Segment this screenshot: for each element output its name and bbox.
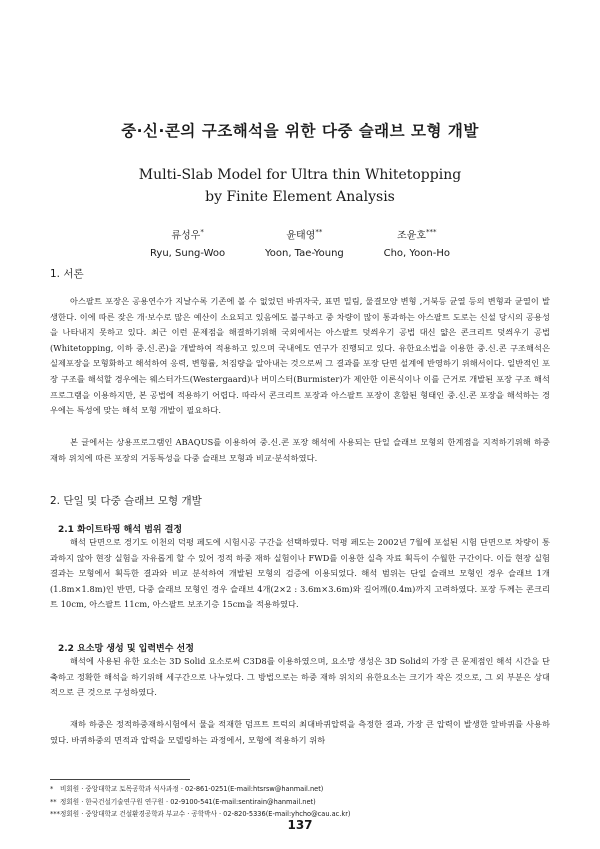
paragraph-mesh-generation-2: 재하 하중은 정적하중재하시험에서 물을 적재한 덤프트 트럭의 최대바퀴압력을 측정한 결과, 가장 큰 압력이 발생한 앞바퀴를 사용하였다. 바퀴하중의 면적과 압력을 모델링하는 과정에서, 모형에 적용하기 위하 <box>50 719 550 745</box>
paragraph-analysis-range: 해석 단면으로 경기도 이천의 덕평 페도에 시험시공 구간을 선택하였다. 덕평 페도는 2002년 7월에 포설된 시험 단면으로 차량이 통과하지 않아 현장 실험을 자유롭게 할 수 있어 정적 하중 재하 실험이나 FWD를 이용한 실측 자료 획득이 수월한 구간이다. 이들 현장 실험 결과는 모형에서 획득한 결과와 비교 분석하여 개발된 모형의 검증에 이용되었다. 해석 범위는 단일 슬래브 모형인 경우 슬래브 1개(1.8m×1.8m)인 반면, 다중 슬래브 모형인 경우 슬래브 4개(2×2 : 3.6m×3.6m)와 길어깨(0.4m)까지 고려하였다. 포장 두께는 콘크리트 10cm, 아스팔트 11cm, 아스팔트 보조기층 15cm을 적용하였다. <box>50 537 550 610</box>
author-mark: * <box>200 228 204 236</box>
paper-title-english <box>0 164 600 208</box>
title-english-line-2: by Finite Element Analysis <box>205 189 395 205</box>
author-mark: ** <box>315 228 323 236</box>
footnote-1 <box>50 783 550 796</box>
footnote-mark: ** <box>50 797 57 806</box>
section-heading-introduction: 1. 서론 <box>50 268 84 280</box>
author-1 <box>150 223 225 263</box>
footnote-text: 비회원 · 중앙대학교 토목공학과 석사과정 · 02-861-0251(E-mail:htsrsw@hanmail.net) <box>60 785 324 793</box>
page-number: 137 <box>287 818 313 832</box>
paragraph-introduction-1: 아스팔트 포장은 공용연수가 지날수록 기존에 볼 수 없었던 바퀴자국, 표면 밀림, 물결모양 변형 ,거북등 균열 등의 변형과 균열이 발생한다. 이에 따른 잦은 개·보수로 많은 예산이 소요되고 있음에도 불구하고 중 차량이 많이 통과하는 아스팔트 도로는 신설 당시의 공용성을 나타내지 못하고 있다. 최근 이런 문제점을 해결하기위해 국외에서는 아스팔트 덧씌우기 공법 대신 얇은 콘크리트 덧씌우기 공법 (Whitetopping, 이하 중.신.콘)을 개발하여 적용하고 있으며 국내에도 연구가 진행되고 있다. 유한요소법을 이용한 중.신.콘 구조해석은 실제포장을 모형화하고 해석하여 응력, 변형률, 처짐량을 알아내는 것으로써 그 결과를 포장 단면 설계에 반영하기 위해서이다. 일반적인 포장 구조를 해석할 경우에는 웨스터가드(Westergaard)나 버미스터(Burmister)가 제안한 이론식이나 이를 근거로 개발된 포장 구조 해석 프로그램을 이용하지만, 본 공법에 적용하기 어렵다. 따라서 콘크리트 포장과 아스팔트 포장이 혼합된 형태인 중.신.콘 포장을 해석하는 경우에는 특성에 맞는 해석 모형 개발이 필요하다. <box>50 296 550 416</box>
footnote-2 <box>50 796 550 809</box>
author-name-en: Yoon, Tae-Young <box>264 248 344 260</box>
section-heading-model-development: 2. 단일 및 다중 슬래브 모형 개발 <box>50 495 202 507</box>
author-list <box>150 223 450 263</box>
footnote-mark: *** <box>50 810 60 818</box>
paper-title-korean: 중·신·콘의 구조해석을 위한 다중 슬래브 모형 개발 <box>121 122 479 140</box>
author-name-en: Cho, Yoon-Ho <box>383 248 450 260</box>
author-name-ko: 조윤호 <box>397 230 427 242</box>
footnote-divider <box>50 779 190 780</box>
author-3 <box>384 223 450 263</box>
author-2 <box>265 223 344 263</box>
author-name-en: Ryu, Sung-Woo <box>150 248 226 260</box>
footnote-text: 정회원 · 한국건설기술연구원 연구원 · 02-9100-541(E-mail:sentirain@hanmail.net) <box>60 797 316 806</box>
author-name-ko: 류성우 <box>171 230 201 242</box>
paragraph-mesh-generation-1: 해석에 사용된 유한 요소는 3D Solid 요소로써 C3D8를 이용하였으며, 요소망 생성은 3D Solid의 가장 큰 문제점인 해석 시간을 단축하고 정확한 해석을 하기위해 세구간으로 나누었다. 그 방법으로는 하중 재하 위치의 유한요소는 크기가 작은 것으로, 그 외 부분은 상대적으로 큰 것으로 구성하였다. <box>50 656 550 698</box>
subsection-heading-mesh-generation: 2.2 요소망 생성 및 입력변수 선정 <box>58 644 194 654</box>
footnote-text: 정회원 · 중앙대학교 건설환경공학과 부교수 · 공학박사 · 02-820-5336(E-mail:yhcho@cau.ac.kr) <box>60 810 351 818</box>
title-english-line-1: Multi-Slab Model for Ultra thin Whitetopping <box>138 167 462 183</box>
subsection-heading-analysis-range: 2.1 화이트타핑 해석 범위 결정 <box>58 525 183 535</box>
footnotes <box>50 783 550 821</box>
author-name-ko: 윤태영 <box>286 230 316 242</box>
author-mark: *** <box>426 228 437 236</box>
footnote-mark: * <box>50 785 54 793</box>
paragraph-introduction-2: 본 글에서는 상용프로그램인 ABAQUS를 이용하여 중.신.콘 포장 해석에 사용되는 단일 슬래브 모형의 한계점을 지적하기위해 하중 재하 위치에 따른 포장의 거동특성을 다중 슬래브 모형과 비교·분석하였다. <box>50 437 550 463</box>
